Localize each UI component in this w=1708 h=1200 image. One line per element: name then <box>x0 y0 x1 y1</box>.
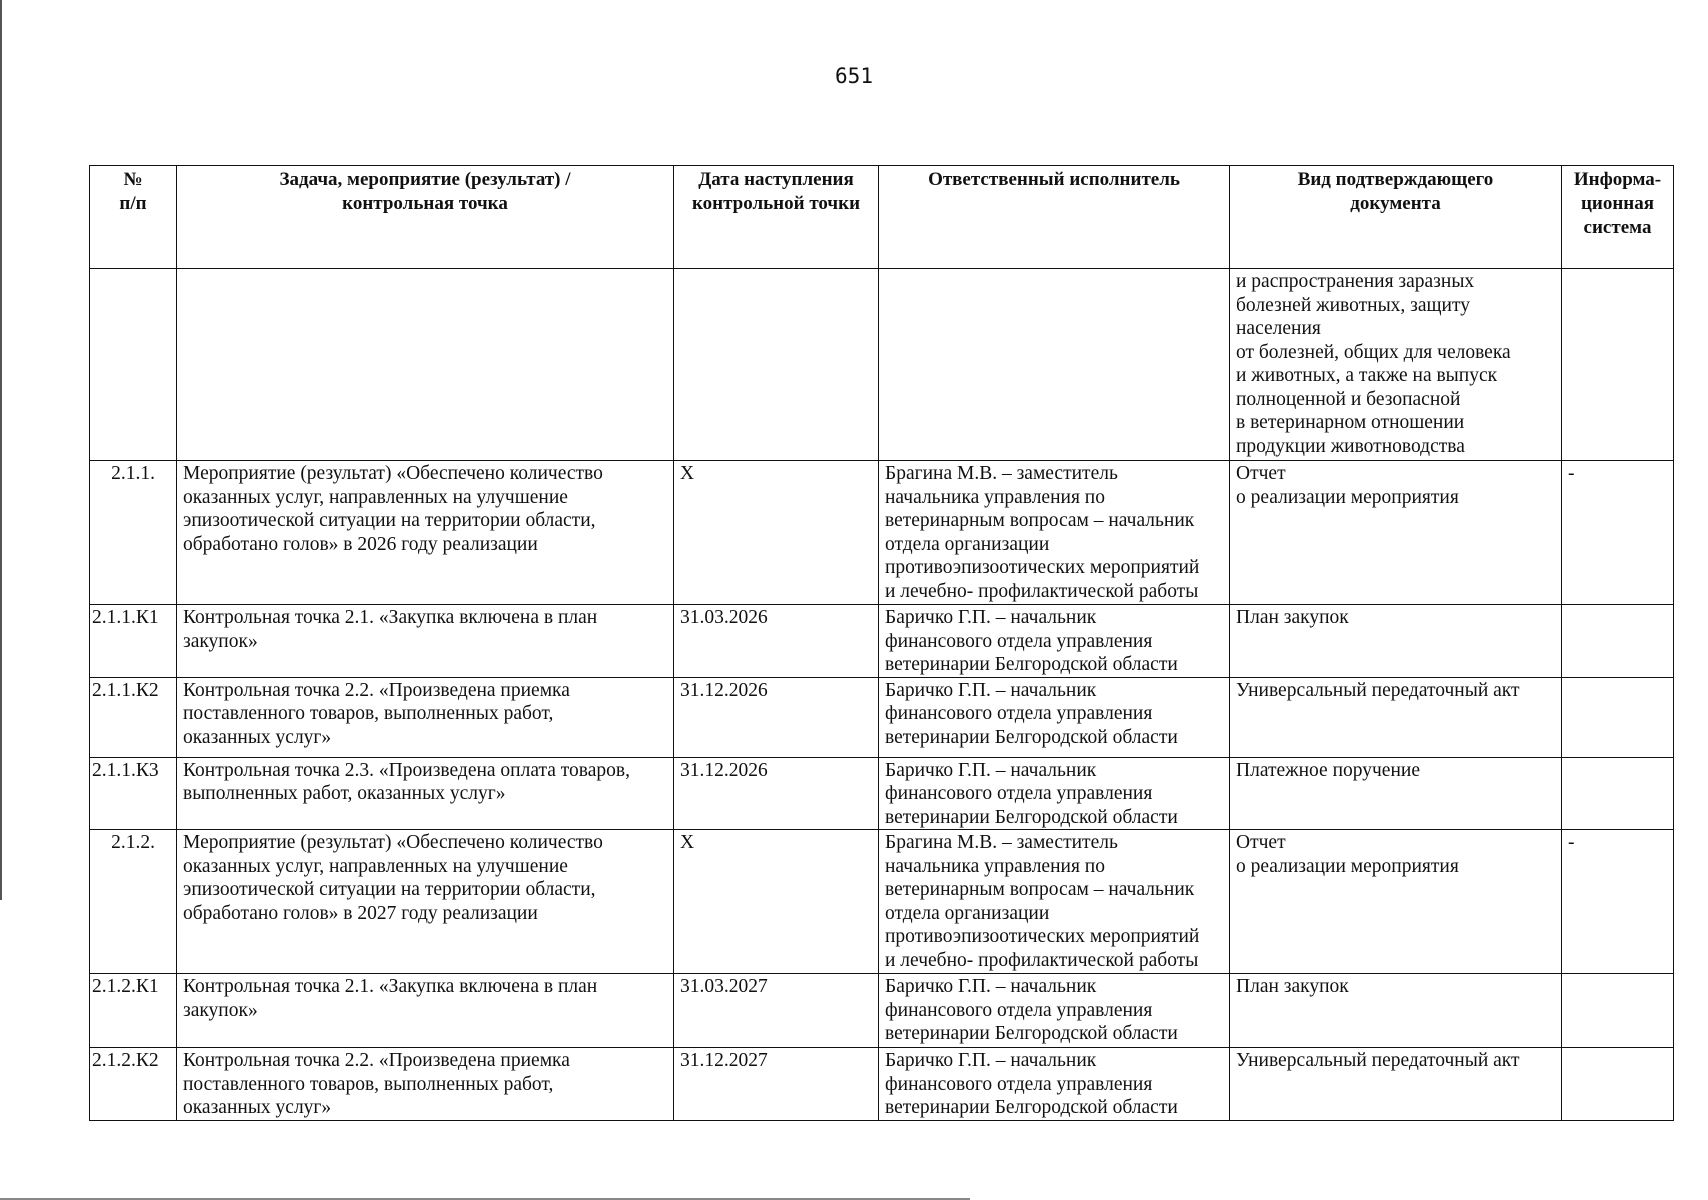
header-task: Задача, мероприятие (результат) / контрольная точка <box>177 166 674 269</box>
row-executor <box>879 269 1230 461</box>
page-number: 651 <box>835 64 873 88</box>
row-date: 31.12.2026 <box>674 677 879 757</box>
header-document: Вид подтверждающего документа <box>1230 166 1562 269</box>
row-task: Контрольная точка 2.2. «Произведена приемка поставленного товаров, выполненных работ, оказанных услуг» <box>177 677 674 757</box>
row-document: Отчет о реализации мероприятия <box>1230 461 1562 605</box>
row-number: 2.1.2.К1 <box>90 974 177 1048</box>
row-date: 31.12.2027 <box>674 1048 879 1121</box>
row-executor: Баричко Г.П. – начальник финансового отдела управления ветеринарии Белгородской области <box>879 605 1230 678</box>
header-system: Информа- ционная система <box>1562 166 1674 269</box>
row-number: 2.1.1.К1 <box>90 605 177 678</box>
row-executor: Баричко Г.П. – начальник финансового отдела управления ветеринарии Белгородской области <box>879 677 1230 757</box>
row-date: 31.03.2027 <box>674 974 879 1048</box>
header-date: Дата наступления контрольной точки <box>674 166 879 269</box>
table-row <box>90 605 1674 678</box>
row-info-system <box>1562 974 1674 1048</box>
row-document: и распространения заразных болезней животных, защиту населения от болезней, общих для человека и животных, а также на выпуск полноценной и безопасной в ветеринарном отношении продукции животноводства <box>1230 269 1562 461</box>
header-num: № п/п <box>90 166 177 269</box>
row-date: Х <box>674 830 879 974</box>
row-document: План закупок <box>1230 974 1562 1048</box>
row-info-system <box>1562 757 1674 830</box>
row-executor: Брагина М.В. – заместитель начальника управления по ветеринарным вопросам – начальник отдела организации противоэпизоотических мероприятий и лечебно- профилактической работы <box>879 830 1230 974</box>
row-info-system <box>1562 677 1674 757</box>
row-info-system <box>1562 605 1674 678</box>
row-task: Контрольная точка 2.3. «Произведена оплата товаров, выполненных работ, оказанных услуг» <box>177 757 674 830</box>
row-document: Платежное поручение <box>1230 757 1562 830</box>
row-task: Мероприятие (результат) «Обеспечено количество оказанных услуг, направленных на улучшение эпизоотической ситуации на территории области, обработано голов» в 2027 году реализации <box>177 830 674 974</box>
row-document: Универсальный передаточный акт <box>1230 1048 1562 1121</box>
row-number: 2.1.1.К3 <box>90 757 177 830</box>
row-date <box>674 269 879 461</box>
row-info-system: - <box>1562 461 1674 605</box>
row-task: Мероприятие (результат) «Обеспечено количество оказанных услуг, направленных на улучшение эпизоотической ситуации на территории области, обработано голов» в 2026 году реализации <box>177 461 674 605</box>
table-row <box>90 974 1674 1048</box>
row-document: Отчет о реализации мероприятия <box>1230 830 1562 974</box>
header-executor: Ответственный исполнитель <box>879 166 1230 269</box>
row-executor: Баричко Г.П. – начальник финансового отдела управления ветеринарии Белгородской области <box>879 757 1230 830</box>
row-date: 31.12.2026 <box>674 757 879 830</box>
row-number: 2.1.2. <box>90 830 177 974</box>
row-number <box>90 269 177 461</box>
row-executor: Брагина М.В. – заместитель начальника управления по ветеринарным вопросам – начальник отдела организации противоэпизоотических мероприятий и лечебно- профилактической работы <box>879 461 1230 605</box>
row-task: Контрольная точка 2.2. «Произведена приемка поставленного товаров, выполненных работ, оказанных услуг» <box>177 1048 674 1121</box>
row-number: 2.1.1.К2 <box>90 677 177 757</box>
row-task: Контрольная точка 2.1. «Закупка включена в план закупок» <box>177 605 674 678</box>
table-row <box>90 1048 1674 1121</box>
row-date: Х <box>674 461 879 605</box>
scan-edge-left <box>0 0 2 900</box>
table-row <box>90 677 1674 757</box>
row-info-system <box>1562 1048 1674 1121</box>
row-executor: Баричко Г.П. – начальник финансового отдела управления ветеринарии Белгородской области <box>879 974 1230 1048</box>
table-row <box>90 757 1674 830</box>
row-document: План закупок <box>1230 605 1562 678</box>
table-row <box>90 830 1674 974</box>
row-task <box>177 269 674 461</box>
row-number: 2.1.2.К2 <box>90 1048 177 1121</box>
table-row <box>90 461 1674 605</box>
row-document: Универсальный передаточный акт <box>1230 677 1562 757</box>
row-date: 31.03.2026 <box>674 605 879 678</box>
row-executor: Баричко Г.П. – начальник финансового отдела управления ветеринарии Белгородской области <box>879 1048 1230 1121</box>
row-info-system <box>1562 269 1674 461</box>
table-header-row <box>90 166 1674 269</box>
row-number: 2.1.1. <box>90 461 177 605</box>
row-info-system: - <box>1562 830 1674 974</box>
row-task: Контрольная точка 2.1. «Закупка включена в план закупок» <box>177 974 674 1048</box>
control-points-table <box>89 165 1674 1121</box>
table-row <box>90 269 1674 461</box>
